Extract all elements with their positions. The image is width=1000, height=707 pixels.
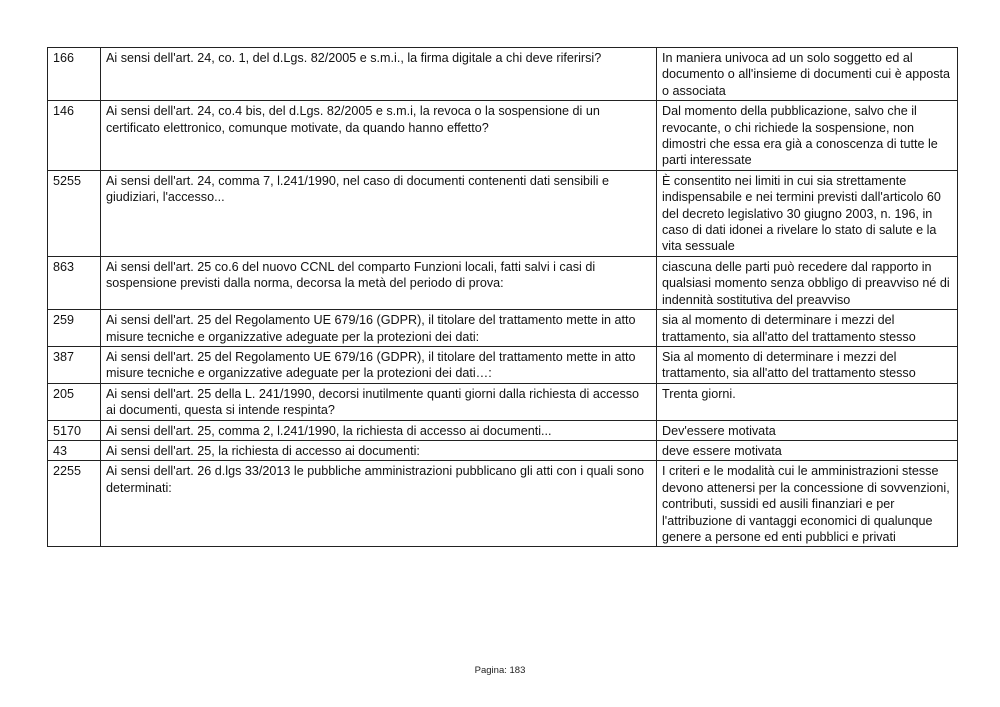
table-row [48, 461, 958, 547]
answer-text: Sia al momento di determinare i mezzi del trattamento, sia all'atto del trattamento stesso [657, 346, 958, 383]
answer-text: Dev'essere motivata [657, 420, 958, 440]
table-row [48, 170, 958, 256]
question-id: 205 [48, 383, 101, 420]
question-id: 5255 [48, 170, 101, 256]
answer-text: Dal momento della pubblicazione, salvo che il revocante, o chi richiede la sospensione, non dimostri che essa era già a conoscenza di tutte le parti interessate [657, 101, 958, 171]
answer-text: ciascuna delle parti può recedere dal rapporto in qualsiasi momento senza obbligo di preavviso né di indennità sostitutiva del preavviso [657, 256, 958, 309]
question-id: 863 [48, 256, 101, 309]
answer-text: deve essere motivata [657, 440, 958, 460]
table-row [48, 256, 958, 309]
answer-text: sia al momento di determinare i mezzi del trattamento, sia all'atto del trattamento stesso [657, 310, 958, 347]
table-row [48, 310, 958, 347]
question-text: Ai sensi dell'art. 24, co. 1, del d.Lgs. 82/2005 e s.m.i., la firma digitale a chi deve riferirsi? [101, 48, 657, 101]
table-row [48, 346, 958, 383]
table-row [48, 420, 958, 440]
question-text: Ai sensi dell'art. 25 del Regolamento UE 679/16 (GDPR), il titolare del trattamento mette in atto misure tecniche e organizzative adeguate per la protezioni dei dati: [101, 310, 657, 347]
question-text: Ai sensi dell'art. 25, la richiesta di accesso ai documenti: [101, 440, 657, 460]
question-id: 146 [48, 101, 101, 171]
question-text: Ai sensi dell'art. 25 della L. 241/1990, decorsi inutilmente quanti giorni dalla richiesta di accesso ai documenti, questa si intende respinta? [101, 383, 657, 420]
page-number: Pagina: 183 [474, 665, 526, 676]
answer-text: In maniera univoca ad un solo soggetto ed al documento o all'insieme di documenti cui è apposta o associata [657, 48, 958, 101]
question-id: 387 [48, 346, 101, 383]
question-id: 166 [48, 48, 101, 101]
question-text: Ai sensi dell'art. 25 del Regolamento UE 679/16 (GDPR), il titolare del trattamento mette in atto misure tecniche e organizzative adeguate per la protezioni dei dati…: [101, 346, 657, 383]
answer-text: I criteri e le modalità cui le amministrazioni stesse devono attenersi per la concessione di sovvenzioni, contributi, sussidi ed ausili finanziari e per l'attribuzione di vantaggi economici di qualunque genere a persone ed enti pubblici e privati [657, 461, 958, 547]
question-id: 43 [48, 440, 101, 460]
question-id: 5170 [48, 420, 101, 440]
table-row [48, 440, 958, 460]
question-text: Ai sensi dell'art. 25 co.6 del nuovo CCNL del comparto Funzioni locali, fatti salvi i casi di sospensione previsti dalla norma, decorsa la metà del periodo di prova: [101, 256, 657, 309]
question-id: 2255 [48, 461, 101, 547]
question-text: Ai sensi dell'art. 24, co.4 bis, del d.Lgs. 82/2005 e s.m.i, la revoca o la sospensione di un certificato elettronico, comunque motivate, da quando hanno effetto? [101, 101, 657, 171]
table-row [48, 383, 958, 420]
question-text: Ai sensi dell'art. 26 d.lgs 33/2013 le pubbliche amministrazioni pubblicano gli atti con i quali sono determinati: [101, 461, 657, 547]
question-text: Ai sensi dell'art. 24, comma 7, l.241/1990, nel caso di documenti contenenti dati sensibili e giudiziari, l'accesso... [101, 170, 657, 256]
table-row [48, 101, 958, 171]
answer-text: È consentito nei limiti in cui sia strettamente indispensabile e nei termini previsti dall'articolo 60 del decreto legislativo 30 giugno 2003, n. 196, in caso di dati idonei a rivelare lo stato di salute e la vita sessuale [657, 170, 958, 256]
question-id: 259 [48, 310, 101, 347]
quiz-table [47, 47, 958, 547]
question-text: Ai sensi dell'art. 25, comma 2, l.241/1990, la richiesta di accesso ai documenti... [101, 420, 657, 440]
table-row [48, 48, 958, 101]
answer-text: Trenta giorni. [657, 383, 958, 420]
